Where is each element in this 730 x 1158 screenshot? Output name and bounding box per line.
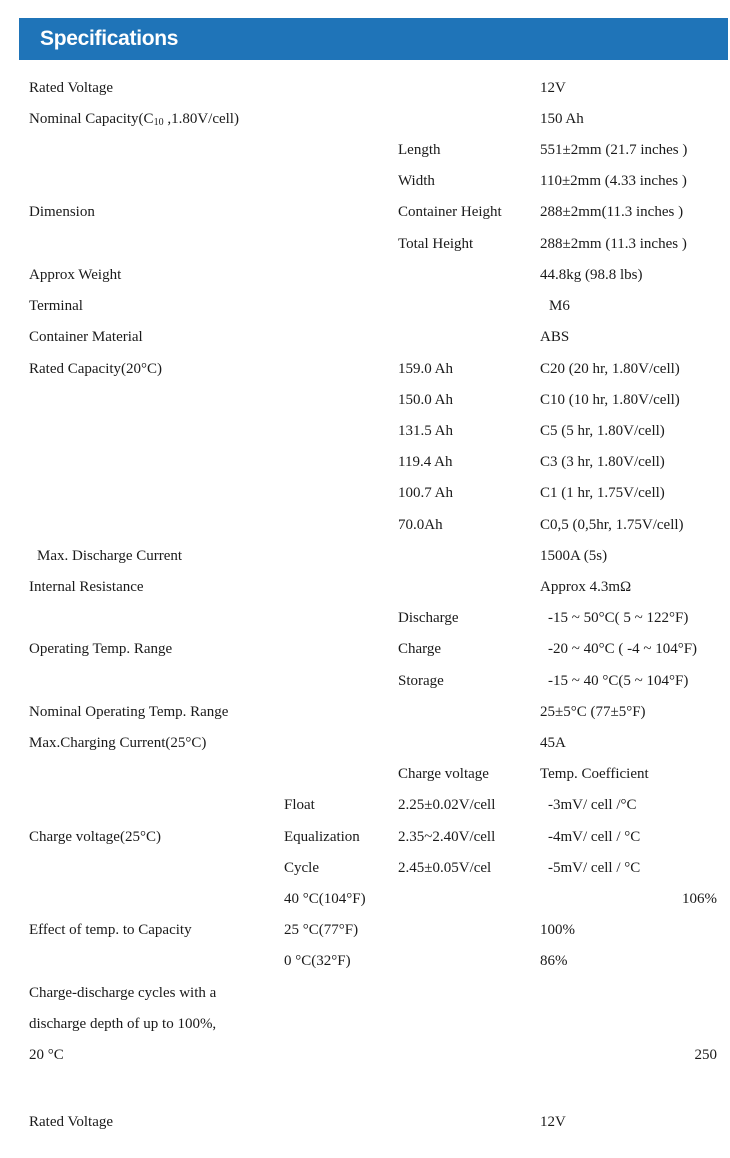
temp-coefficient-column-header: Temp. Coefficient [540,766,649,782]
dimension-total-height-label: Total Height [398,236,474,252]
approx-weight-label: Approx Weight [29,267,122,283]
temp-effect-40c-label: 40 °C(104°F) [284,891,366,907]
rated-capacity-c1-rate: C1 (1 hr, 1.75V/cell) [540,485,665,501]
rated-capacity-c3-rate: C3 (3 hr, 1.80V/cell) [540,454,665,470]
charge-voltage-column-header: Charge voltage [398,766,489,782]
dimension-container-height-label: Container Height [398,204,502,220]
specifications-header [19,18,728,60]
temp-effect-40c-value: 106% [682,891,717,907]
operating-temp-charge-label: Charge [398,641,442,657]
internal-resistance-label: Internal Resistance [29,579,144,595]
charge-voltage-label: Charge voltage(25°C) [29,829,161,845]
rated-capacity-c10-rate: C10 (10 hr, 1.80V/cell) [540,392,680,408]
terminal-label: Terminal [29,298,83,314]
dimension-length-value: 551±2mm (21.7 inches ) [540,142,688,158]
rated-capacity-c1-value: 100.7 Ah [398,485,454,501]
rated-capacity-label: Rated Capacity(20°C) [29,361,163,377]
rated-capacity-c20-value: 159.0 Ah [398,361,454,377]
cycles-label-line3: 20 °C [29,1047,64,1063]
rated-voltage-label: Rated Voltage [29,80,114,96]
container-material-label: Container Material [29,329,143,345]
rated-capacity-c05-rate: C0,5 (0,5hr, 1.75V/cell) [540,517,684,533]
rated-capacity-c5-value: 131.5 Ah [398,423,454,439]
temp-effect-25c-value: 100% [540,922,575,938]
max-discharge-value: 1500A (5s) [540,548,608,564]
charge-float-label: Float [284,797,315,813]
operating-temp-label: Operating Temp. Range [29,641,173,657]
max-charging-current-value: 45A [540,735,566,751]
max-discharge-label: Max. Discharge Current [37,548,183,564]
dimension-label: Dimension [29,204,95,220]
charge-equalization-voltage: 2.35~2.40V/cell [398,829,496,845]
cycles-label-line2: discharge depth of up to 100%, [29,1016,217,1032]
charge-equalization-label: Equalization [284,829,360,845]
rated-capacity-c10-value: 150.0 Ah [398,392,454,408]
nominal-operating-temp-value: 25±5°C (77±5°F) [540,704,646,720]
nominal-capacity-value: 150 Ah [540,111,584,127]
approx-weight-value: 44.8kg (98.8 lbs) [540,267,643,283]
nominal-capacity-label: Nominal $Capacity(C_{10}$ ,1.80V/cell) [29,111,239,128]
dimension-width-label: Width [398,173,435,189]
temp-effect-0c-label: 0 °C(32°F) [284,953,351,969]
charge-cycle-label: Cycle [284,860,319,876]
container-material-value: ABS [540,329,570,345]
rated-voltage-2-label: Rated Voltage [29,1114,114,1130]
dimension-width-value: 110±2mm (4.33 inches ) [540,173,687,189]
nominal-operating-temp-label: Nominal Operating Temp. Range [29,704,229,720]
temp-effect-0c-value: 86% [540,953,568,969]
rated-capacity-c20-rate: C20 (20 hr, 1.80V/cell) [540,361,680,377]
charge-float-coeff: -3mV/ cell /°C [548,797,637,813]
dimension-total-height-value: 288±2mm (11.3 inches ) [540,236,687,252]
temp-effect-25c-label: 25 °C(77°F) [284,922,359,938]
page-title: Specifications [40,27,179,50]
operating-temp-storage-value: -15 ~ 40 °C(5 ~ 104°F) [548,673,689,689]
temp-effect-label: Effect of temp. to Capacity [29,922,192,938]
operating-temp-charge-value: -20 ~ 40°C ( -4 ~ 104°F) [548,641,698,657]
charge-cycle-coeff: -5mV/ cell / °C [548,860,641,876]
rated-voltage-2-value: 12V [540,1114,566,1130]
internal-resistance-value: Approx 4.3mΩ [540,579,632,595]
charge-equalization-coeff: -4mV/ cell / °C [548,829,641,845]
dimension-container-height-value: 288±2mm(11.3 inches ) [540,204,684,220]
rated-capacity-c3-value: 119.4 Ah [398,454,453,470]
terminal-value: M6 [549,298,570,314]
operating-temp-discharge-value: -15 ~ 50°C( 5 ~ 122°F) [548,610,689,626]
rated-voltage-value: 12V [540,80,566,96]
max-charging-current-label: Max.Charging Current(25°C) [29,735,207,751]
rated-capacity-c05-value: 70.0Ah [398,517,443,533]
charge-float-voltage: 2.25±0.02V/cell [398,797,496,813]
cycles-value: 250 [694,1047,717,1063]
charge-cycle-voltage: 2.45±0.05V/cel [398,860,492,876]
operating-temp-storage-label: Storage [398,673,444,689]
operating-temp-discharge-label: Discharge [398,610,459,626]
dimension-length-label: Length [398,142,441,158]
rated-capacity-c5-rate: C5 (5 hr, 1.80V/cell) [540,423,665,439]
cycles-label-line1: Charge-discharge cycles with a [29,985,217,1001]
